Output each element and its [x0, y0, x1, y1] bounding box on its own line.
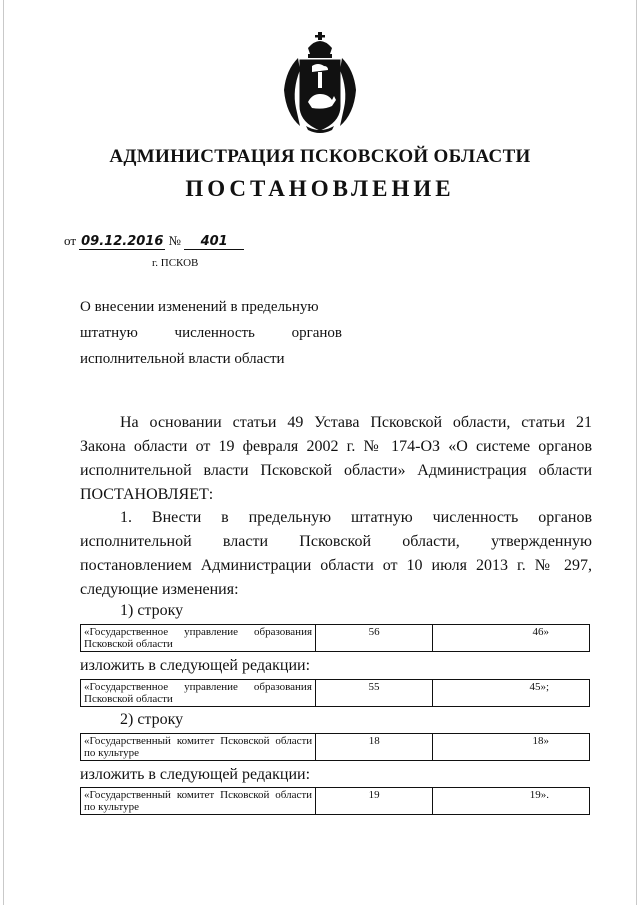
handwritten-date: 09.12.2016: [81, 234, 164, 249]
subject-line: штатную численность органов: [80, 325, 342, 341]
table-original-row-1: [80, 624, 590, 652]
text-line: постановлением Администрации области от 10 июля 2013 г. № 297,: [80, 557, 592, 574]
scan-edge-left: [3, 0, 4, 905]
date-number-line: [64, 233, 244, 250]
replace-label-2: изложить в следующей редакции:: [80, 766, 311, 783]
handwritten-number: 401: [184, 235, 244, 250]
item-paragraph: [80, 506, 592, 602]
table-cell-value: 45»;: [433, 680, 590, 707]
table-original-row-2: [80, 733, 590, 761]
table-cell-name: «Государственный комитет Псковской области по культуре: [81, 734, 316, 761]
table-cell-value: 19: [316, 788, 433, 815]
date-prefix: от: [64, 233, 77, 248]
table-row: [81, 625, 590, 652]
subject-block: [80, 294, 342, 372]
subitem-label-2: 2) строку: [120, 711, 184, 728]
preamble-paragraph: [80, 411, 592, 507]
table-cell-name: «Государственное управление образования Псковской области: [81, 625, 316, 652]
table-row: [81, 734, 590, 761]
table-cell-value: 56: [316, 625, 433, 652]
text-line: ПОСТАНОВЛЯЕТ:: [80, 486, 214, 503]
scan-edge-right: [636, 0, 637, 905]
city-label: г. ПСКОВ: [152, 257, 199, 269]
table-new-row-1: [80, 679, 590, 707]
table-cell-name: «Государственный комитет Псковской области по культуре: [81, 788, 316, 815]
table-cell-value: 18: [316, 734, 433, 761]
table-cell-value: 46»: [433, 625, 590, 652]
table-row: [81, 788, 590, 815]
subject-line: исполнительной власти области: [80, 351, 285, 367]
replace-label-1: изложить в следующей редакции:: [80, 657, 311, 674]
table-cell-value: 19».: [433, 788, 590, 815]
table-row: [81, 680, 590, 707]
text-line: 1. Внести в предельную штатную численность органов: [120, 509, 592, 526]
text-line: исполнительной власти Псковской области» Администрация области: [80, 462, 592, 479]
text-line: следующие изменения:: [80, 581, 239, 598]
text-line: На основании статьи 49 Устава Псковской области, статьи 21: [120, 414, 592, 431]
subitem-label-1: 1) строку: [120, 602, 184, 619]
table-cell-value: 18»: [433, 734, 590, 761]
document-type-title: ПОСТАНОВЛЕНИЕ: [185, 176, 455, 201]
table-cell-value: 55: [315, 680, 432, 707]
table-cell-name: «Государственное управление образования Псковской области: [81, 680, 316, 707]
pskov-coat-of-arms-emblem: [278, 30, 362, 134]
subject-line: О внесении изменений в предельную: [80, 299, 319, 315]
number-prefix: №: [168, 233, 181, 248]
organization-title: АДМИНИСТРАЦИЯ ПСКОВСКОЙ ОБЛАСТИ: [109, 146, 531, 167]
text-line: Закона области от 19 февраля 2002 г. № 174-ОЗ «О системе органов: [80, 438, 592, 455]
text-line: исполнительной власти Псковской области, утвержденную: [80, 533, 592, 550]
table-new-row-2: [80, 787, 590, 815]
